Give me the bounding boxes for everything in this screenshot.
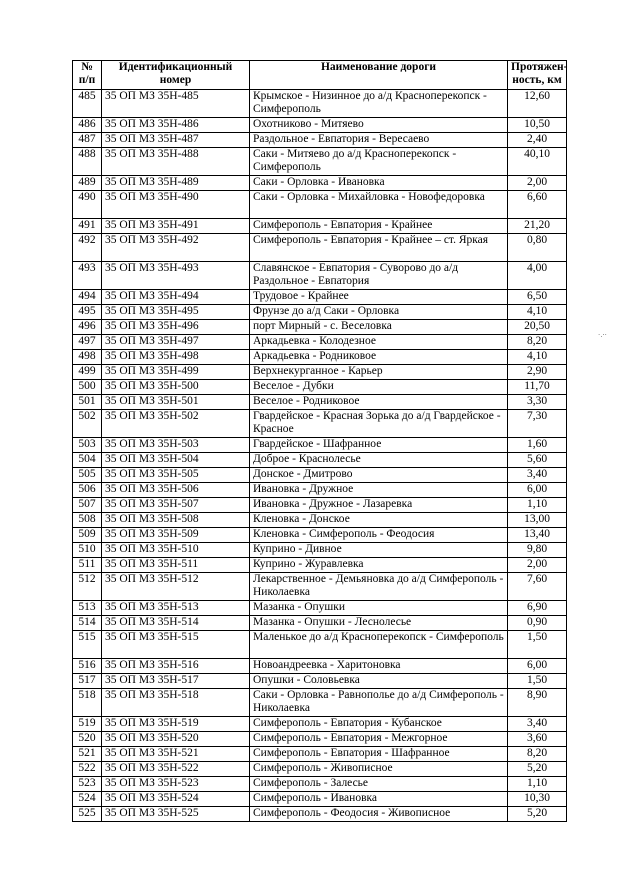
row-num: 486 xyxy=(73,118,102,133)
row-length: 1,50 xyxy=(508,631,567,659)
row-length: 20,50 xyxy=(508,320,567,335)
row-name: Куприно - Дивное xyxy=(250,543,508,558)
row-length: 4,00 xyxy=(508,262,567,290)
row-name: Симферополь - Евпатория - Кубанское xyxy=(250,717,508,732)
table-row xyxy=(73,573,567,601)
table-row xyxy=(73,558,567,573)
row-name: Верхнекурганное - Карьер xyxy=(250,365,508,380)
row-num: 499 xyxy=(73,365,102,380)
table-row xyxy=(73,335,567,350)
row-id: 35 ОП МЗ 35Н-494 xyxy=(102,290,250,305)
row-num: 507 xyxy=(73,498,102,513)
row-num: 515 xyxy=(73,631,102,659)
row-length: 7,60 xyxy=(508,573,567,601)
row-name: Веселое - Родниковое xyxy=(250,395,508,410)
row-num: 491 xyxy=(73,219,102,234)
row-id: 35 ОП МЗ 35Н-496 xyxy=(102,320,250,335)
header-num: № п/п xyxy=(73,61,102,90)
row-id: 35 ОП МЗ 35Н-487 xyxy=(102,133,250,148)
row-length: 3,40 xyxy=(508,717,567,732)
row-id: 35 ОП МЗ 35Н-521 xyxy=(102,747,250,762)
row-length: 6,50 xyxy=(508,290,567,305)
row-name: Трудовое - Крайнее xyxy=(250,290,508,305)
scan-speck: ·.·· xyxy=(598,331,607,339)
row-num: 504 xyxy=(73,453,102,468)
row-id: 35 ОП МЗ 35Н-490 xyxy=(102,191,250,219)
table-row xyxy=(73,792,567,807)
row-length: 13,40 xyxy=(508,528,567,543)
row-length: 6,90 xyxy=(508,601,567,616)
table-row xyxy=(73,674,567,689)
row-num: 509 xyxy=(73,528,102,543)
header-length: Протяжен-ность, км xyxy=(508,61,567,90)
row-length: 5,60 xyxy=(508,453,567,468)
row-length: 1,10 xyxy=(508,777,567,792)
row-name: Саки - Орловка - Равнополье до а/д Симферополь - Николаевка xyxy=(250,689,508,717)
row-length: 1,10 xyxy=(508,498,567,513)
row-id: 35 ОП МЗ 35Н-522 xyxy=(102,762,250,777)
row-name: порт Мирный - с. Веселовка xyxy=(250,320,508,335)
row-num: 510 xyxy=(73,543,102,558)
row-name: Симферополь - Евпатория - Шафранное xyxy=(250,747,508,762)
row-name: Новоандреевка - Харитоновка xyxy=(250,659,508,674)
row-length: 11,70 xyxy=(508,380,567,395)
row-id: 35 ОП МЗ 35Н-499 xyxy=(102,365,250,380)
row-num: 508 xyxy=(73,513,102,528)
row-length: 7,30 xyxy=(508,410,567,438)
row-length: 5,20 xyxy=(508,762,567,777)
row-num: 522 xyxy=(73,762,102,777)
row-name: Симферополь - Залесье xyxy=(250,777,508,792)
table-row xyxy=(73,777,567,792)
row-num: 501 xyxy=(73,395,102,410)
row-length: 2,40 xyxy=(508,133,567,148)
table-row xyxy=(73,601,567,616)
row-id: 35 ОП МЗ 35Н-506 xyxy=(102,483,250,498)
row-name: Саки - Митяево до а/д Красноперекопск - Симферополь xyxy=(250,148,508,176)
row-name: Аркадьевка - Родниковое xyxy=(250,350,508,365)
row-num: 490 xyxy=(73,191,102,219)
row-id: 35 ОП МЗ 35Н-514 xyxy=(102,616,250,631)
table-row xyxy=(73,90,567,118)
row-name: Донское - Дмитрово xyxy=(250,468,508,483)
row-id: 35 ОП МЗ 35Н-504 xyxy=(102,453,250,468)
row-name: Саки - Орловка - Михайловка - Новофедоровка xyxy=(250,191,508,219)
row-name: Мазанка - Опушки xyxy=(250,601,508,616)
table-row xyxy=(73,498,567,513)
table-row xyxy=(73,543,567,558)
row-name: Симферополь - Феодосия - Живописное xyxy=(250,807,508,822)
table-row xyxy=(73,631,567,659)
row-length: 6,00 xyxy=(508,659,567,674)
row-num: 524 xyxy=(73,792,102,807)
roads-table xyxy=(72,60,567,822)
row-id: 35 ОП МЗ 35Н-503 xyxy=(102,438,250,453)
table-row xyxy=(73,350,567,365)
row-length: 1,50 xyxy=(508,674,567,689)
row-name: Ивановка - Дружное xyxy=(250,483,508,498)
row-length: 4,10 xyxy=(508,350,567,365)
table-row xyxy=(73,148,567,176)
row-length: 1,60 xyxy=(508,438,567,453)
table-row xyxy=(73,133,567,148)
table-row xyxy=(73,438,567,453)
row-num: 516 xyxy=(73,659,102,674)
row-length: 2,00 xyxy=(508,176,567,191)
row-name: Кленовка - Донское xyxy=(250,513,508,528)
row-length: 10,30 xyxy=(508,792,567,807)
row-name: Ивановка - Дружное - Лазаревка xyxy=(250,498,508,513)
row-name: Куприно - Журавлевка xyxy=(250,558,508,573)
row-id: 35 ОП МЗ 35Н-517 xyxy=(102,674,250,689)
row-id: 35 ОП МЗ 35Н-524 xyxy=(102,792,250,807)
row-num: 494 xyxy=(73,290,102,305)
row-num: 523 xyxy=(73,777,102,792)
row-name: Мазанка - Опушки - Леснолесье xyxy=(250,616,508,631)
row-num: 498 xyxy=(73,350,102,365)
table-row xyxy=(73,395,567,410)
row-length: 8,20 xyxy=(508,335,567,350)
row-length: 40,10 xyxy=(508,148,567,176)
row-length: 21,20 xyxy=(508,219,567,234)
row-id: 35 ОП МЗ 35Н-516 xyxy=(102,659,250,674)
row-length: 9,80 xyxy=(508,543,567,558)
table-row xyxy=(73,365,567,380)
row-id: 35 ОП МЗ 35Н-497 xyxy=(102,335,250,350)
row-id: 35 ОП МЗ 35Н-510 xyxy=(102,543,250,558)
row-id: 35 ОП МЗ 35Н-519 xyxy=(102,717,250,732)
row-num: 511 xyxy=(73,558,102,573)
row-length: 8,20 xyxy=(508,747,567,762)
row-num: 487 xyxy=(73,133,102,148)
row-length: 3,40 xyxy=(508,468,567,483)
row-num: 503 xyxy=(73,438,102,453)
table-row xyxy=(73,747,567,762)
row-num: 492 xyxy=(73,234,102,262)
table-row xyxy=(73,807,567,822)
row-name: Маленькое до а/д Красноперекопск - Симферополь xyxy=(250,631,508,659)
row-name: Саки - Орловка - Ивановка xyxy=(250,176,508,191)
row-id: 35 ОП МЗ 35Н-501 xyxy=(102,395,250,410)
row-num: 500 xyxy=(73,380,102,395)
row-length: 2,00 xyxy=(508,558,567,573)
row-name: Фрунзе до а/д Саки - Орловка xyxy=(250,305,508,320)
row-name: Симферополь - Евпатория - Крайнее xyxy=(250,219,508,234)
row-num: 497 xyxy=(73,335,102,350)
table-row xyxy=(73,191,567,219)
row-length: 6,60 xyxy=(508,191,567,219)
row-name: Славянское - Евпатория - Суворово до а/д Раздольное - Евпатория xyxy=(250,262,508,290)
row-num: 525 xyxy=(73,807,102,822)
row-id: 35 ОП МЗ 35Н-512 xyxy=(102,573,250,601)
row-num: 496 xyxy=(73,320,102,335)
table-row xyxy=(73,468,567,483)
row-name: Доброе - Краснолесье xyxy=(250,453,508,468)
row-num: 493 xyxy=(73,262,102,290)
row-num: 505 xyxy=(73,468,102,483)
row-id: 35 ОП МЗ 35Н-505 xyxy=(102,468,250,483)
table-row xyxy=(73,689,567,717)
row-name: Аркадьевка - Колодезное xyxy=(250,335,508,350)
row-id: 35 ОП МЗ 35Н-492 xyxy=(102,234,250,262)
row-id: 35 ОП МЗ 35Н-507 xyxy=(102,498,250,513)
table-body xyxy=(73,90,567,822)
row-id: 35 ОП МЗ 35Н-509 xyxy=(102,528,250,543)
table-row xyxy=(73,219,567,234)
row-id: 35 ОП МЗ 35Н-525 xyxy=(102,807,250,822)
row-id: 35 ОП МЗ 35Н-485 xyxy=(102,90,250,118)
row-name: Кленовка - Симферополь - Феодосия xyxy=(250,528,508,543)
row-name: Симферополь - Евпатория - Крайнее – ст. Яркая xyxy=(250,234,508,262)
row-id: 35 ОП МЗ 35Н-491 xyxy=(102,219,250,234)
table-row xyxy=(73,234,567,262)
table-row xyxy=(73,453,567,468)
row-id: 35 ОП МЗ 35Н-520 xyxy=(102,732,250,747)
table-row xyxy=(73,176,567,191)
table-row xyxy=(73,118,567,133)
table-row xyxy=(73,320,567,335)
row-id: 35 ОП МЗ 35Н-495 xyxy=(102,305,250,320)
row-length: 0,90 xyxy=(508,616,567,631)
row-name: Веселое - Дубки xyxy=(250,380,508,395)
table-row xyxy=(73,262,567,290)
row-id: 35 ОП МЗ 35Н-502 xyxy=(102,410,250,438)
row-num: 495 xyxy=(73,305,102,320)
row-id: 35 ОП МЗ 35Н-493 xyxy=(102,262,250,290)
row-length: 12,60 xyxy=(508,90,567,118)
header-name: Наименование дороги xyxy=(250,61,508,90)
row-num: 521 xyxy=(73,747,102,762)
row-num: 485 xyxy=(73,90,102,118)
row-num: 513 xyxy=(73,601,102,616)
row-name: Симферополь - Ивановка xyxy=(250,792,508,807)
row-name: Крымское - Низинное до а/д Красноперекопск - Симферополь xyxy=(250,90,508,118)
row-name: Лекарственное - Демьяновка до а/д Симферополь - Николаевка xyxy=(250,573,508,601)
row-length: 13,00 xyxy=(508,513,567,528)
row-name: Симферополь - Живописное xyxy=(250,762,508,777)
table-row xyxy=(73,410,567,438)
row-num: 489 xyxy=(73,176,102,191)
table-row xyxy=(73,659,567,674)
table-row xyxy=(73,305,567,320)
row-num: 520 xyxy=(73,732,102,747)
row-id: 35 ОП МЗ 35Н-500 xyxy=(102,380,250,395)
row-num: 514 xyxy=(73,616,102,631)
row-id: 35 ОП МЗ 35Н-523 xyxy=(102,777,250,792)
row-length: 5,20 xyxy=(508,807,567,822)
row-id: 35 ОП МЗ 35Н-513 xyxy=(102,601,250,616)
table-row xyxy=(73,528,567,543)
row-length: 3,30 xyxy=(508,395,567,410)
row-length: 3,60 xyxy=(508,732,567,747)
table-row xyxy=(73,732,567,747)
table-row xyxy=(73,717,567,732)
row-id: 35 ОП МЗ 35Н-488 xyxy=(102,148,250,176)
row-id: 35 ОП МЗ 35Н-515 xyxy=(102,631,250,659)
table-row xyxy=(73,513,567,528)
row-num: 506 xyxy=(73,483,102,498)
table-row xyxy=(73,290,567,305)
row-id: 35 ОП МЗ 35Н-518 xyxy=(102,689,250,717)
row-length: 0,80 xyxy=(508,234,567,262)
row-num: 512 xyxy=(73,573,102,601)
row-name: Гвардейское - Шафранное xyxy=(250,438,508,453)
row-length: 10,50 xyxy=(508,118,567,133)
row-name: Симферополь - Евпатория - Межгорное xyxy=(250,732,508,747)
table-row xyxy=(73,380,567,395)
row-length: 2,90 xyxy=(508,365,567,380)
row-id: 35 ОП МЗ 35Н-486 xyxy=(102,118,250,133)
row-id: 35 ОП МЗ 35Н-511 xyxy=(102,558,250,573)
row-num: 518 xyxy=(73,689,102,717)
header-id: Идентификационный номер xyxy=(102,61,250,90)
row-name: Охотниково - Митяево xyxy=(250,118,508,133)
row-num: 517 xyxy=(73,674,102,689)
table-row xyxy=(73,616,567,631)
row-id: 35 ОП МЗ 35Н-508 xyxy=(102,513,250,528)
row-num: 519 xyxy=(73,717,102,732)
row-num: 502 xyxy=(73,410,102,438)
table-row xyxy=(73,483,567,498)
row-length: 8,90 xyxy=(508,689,567,717)
row-id: 35 ОП МЗ 35Н-489 xyxy=(102,176,250,191)
table-row xyxy=(73,762,567,777)
row-id: 35 ОП МЗ 35Н-498 xyxy=(102,350,250,365)
row-length: 4,10 xyxy=(508,305,567,320)
row-num: 488 xyxy=(73,148,102,176)
row-name: Опушки - Соловьевка xyxy=(250,674,508,689)
row-name: Гвардейское - Красная Зорька до а/д Гвардейское - Красное xyxy=(250,410,508,438)
row-name: Раздольное - Евпатория - Вересаево xyxy=(250,133,508,148)
table-header-row xyxy=(73,61,567,90)
row-length: 6,00 xyxy=(508,483,567,498)
